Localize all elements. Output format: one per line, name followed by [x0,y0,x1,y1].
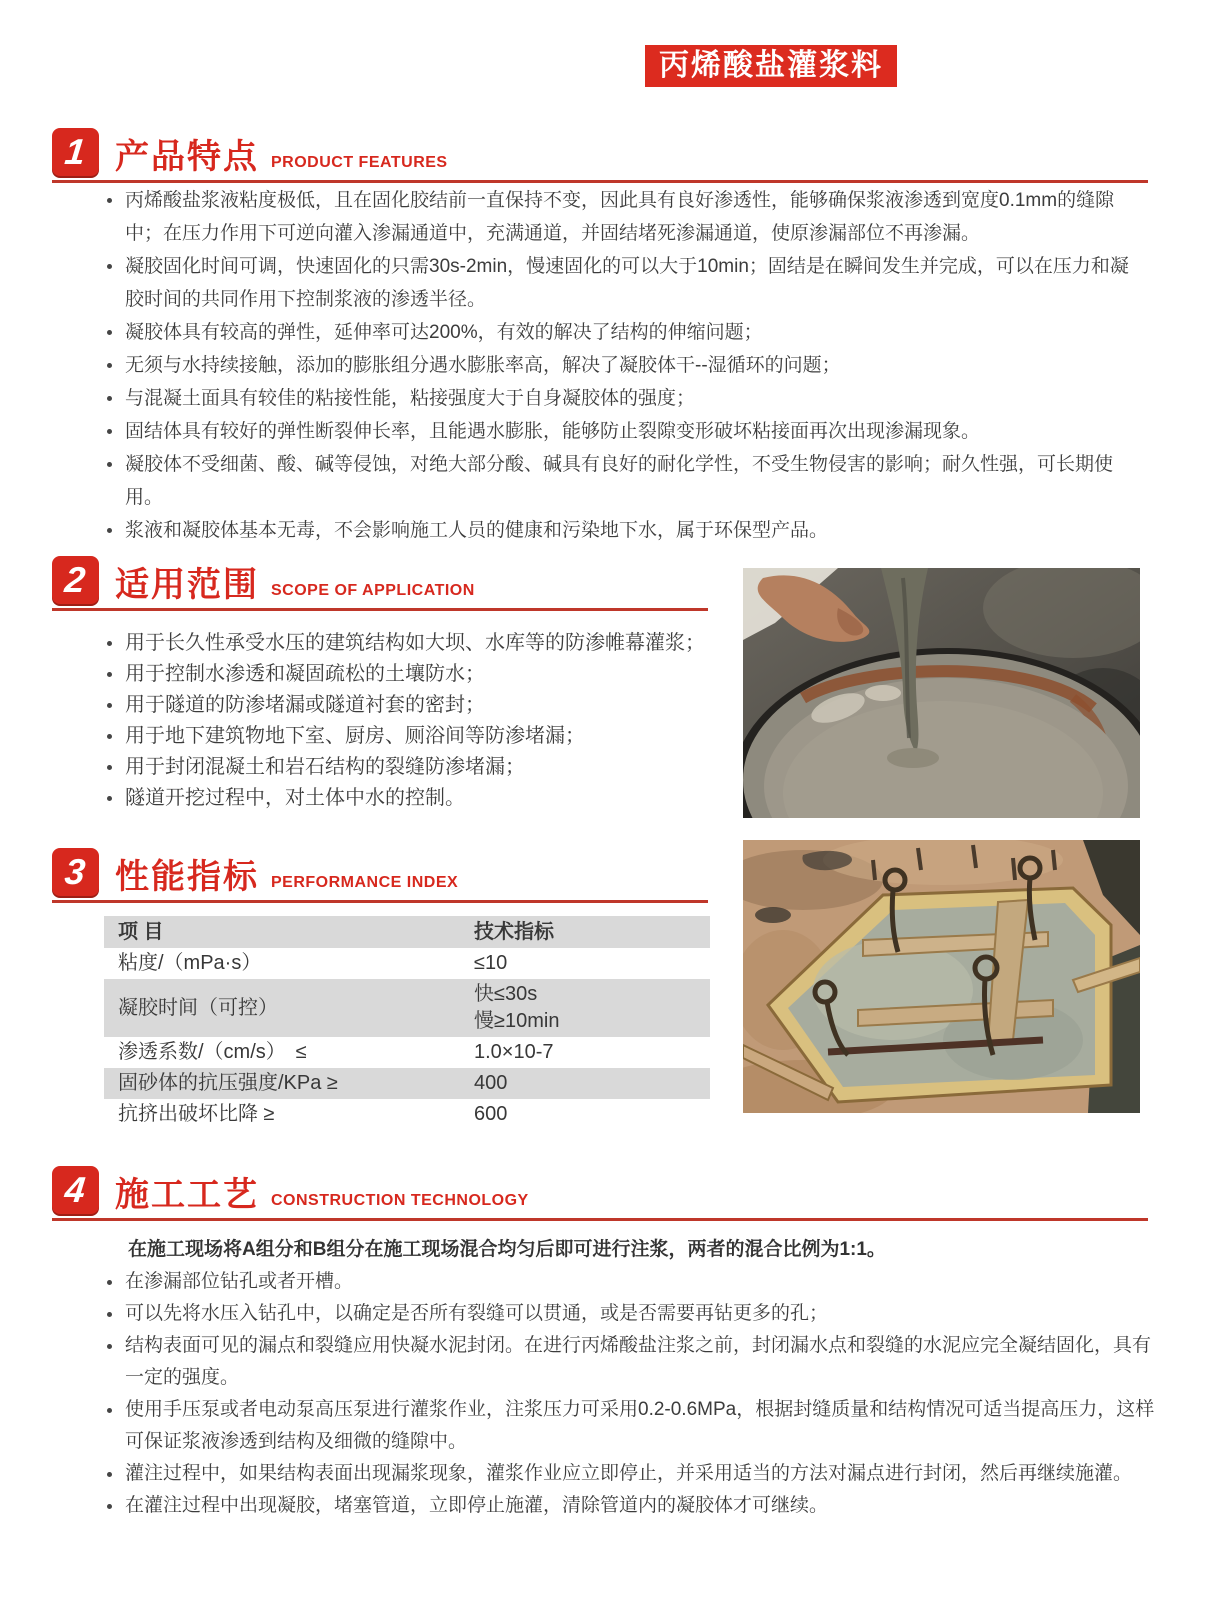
list-item: 在灌注过程中出现凝胶，堵塞管道，立即停止施灌，清除管道内的凝胶体才可继续。 [98,1490,1160,1522]
list-item: 无须与水持续接触，添加的膨胀组分遇水膨胀率高，解决了凝胶体干--湿循环的问题； [98,349,1132,382]
section-4-title-zh: 施工工艺 [115,1175,259,1214]
table-cell [460,979,710,1037]
section-2-title-en: SCOPE OF APPLICATION [271,582,475,600]
mixing-slurry-illustration [743,568,1140,818]
section-2-header [52,556,708,611]
table-row [104,1099,710,1130]
section-4-number-badge [52,1166,99,1214]
section-1-header [52,128,1148,183]
table-cell: 400 [474,1072,508,1094]
construction-steps-list [98,1266,1160,1522]
list-item: 与混凝土面具有较佳的粘接性能，粘接强度大于自身凝胶体的强度； [98,382,1132,415]
table-cell: 凝胶时间（可控） [118,996,278,1019]
performance-table-grid [104,916,710,1130]
product-title-text: 丙烯酸盐灌浆料 [659,49,883,82]
list-item: 凝胶体不受细菌、酸、碱等侵蚀，对绝大部分酸、碱具有良好的耐化学性，不受生物侵害的影响；耐久性强，可长期使用。 [98,448,1132,514]
section-2-title-zh: 适用范围 [115,565,259,604]
application-scope-list [98,628,723,814]
list-item: 隧道开挖过程中，对土体中水的控制。 [98,783,723,814]
table-cell: 抗挤出破坏比降 ≥ [118,1103,275,1125]
list-item: 浆液和凝胶体基本无毒，不会影响施工人员的健康和污染地下水，属于环保型产品。 [98,514,1132,547]
table-cell: 1.0×10-7 [474,1041,554,1063]
table-cell: 渗透系数/（cm/s） ≤ [118,1041,307,1063]
table-row [104,1068,710,1099]
table-header-cell: 技术指标 [460,916,710,948]
table-header-row [104,916,710,948]
list-item: 灌注过程中，如果结构表面出现漏浆现象，灌浆作业应立即停止，并采用适当的方法对漏点进行封闭，然后再继续施灌。 [98,1458,1160,1490]
section-1-number: 1 [63,131,88,172]
list-item: 用于长久性承受水压的建筑结构如大坝、水库等的防渗帷幕灌浆； [98,628,723,659]
section-3-header [52,848,708,903]
section-1-title-zh: 产品特点 [115,137,259,176]
table-cell: 粘度/（mPa·s） [118,952,262,974]
list-item: 凝胶固化时间可调，快速固化的只需30s-2min，慢速固化的可以大于10min；固结是在瞬间发生并完成，可以在压力和凝胶时间的共同作用下控制浆液的渗透半径。 [98,250,1132,316]
section-2-number: 2 [63,559,88,600]
list-item: 固结体具有较好的弹性断裂伸长率，且能遇水膨胀，能够防止裂隙变形破坏粘接面再次出现渗漏现象。 [98,415,1132,448]
section-4-header [52,1166,1148,1221]
section-3-title-en: PERFORMANCE INDEX [271,874,459,892]
list-item: 可以先将水压入钻孔中，以确定是否所有裂缝可以贯通，或是否需要再钻更多的孔； [98,1298,1160,1330]
section-3-title-zh: 性能指标 [115,857,259,896]
table-cell-line: 快≤30s [474,983,538,1005]
table-row [104,1037,710,1068]
table-row [104,979,710,1037]
section-1-number-badge [52,128,99,176]
list-item: 用于控制水渗透和凝固疏松的土壤防水； [98,659,723,690]
product-title-banner [645,45,897,87]
concrete-formwork-illustration [743,840,1140,1113]
table-cell: 固砂体的抗压强度/KPa ≥ [118,1072,338,1094]
list-item: 用于封闭混凝土和岩石结构的裂缝防渗堵漏； [98,752,723,783]
list-item: 使用手压泵或者电动泵高压泵进行灌浆作业，注浆压力可采用0.2-0.6MPa，根据封缝质量和结构情况可适当提高压力，这样可保证浆液渗透到结构及细微的缝隙中。 [98,1394,1160,1458]
construction-technology-content [98,1234,1160,1522]
section-2-number-badge [52,556,99,604]
section-3-number: 3 [63,851,88,892]
list-item: 在渗漏部位钻孔或者开槽。 [98,1266,1160,1298]
table-cell: ≤10 [474,952,508,974]
list-item: 用于隧道的防渗堵漏或隧道衬套的密封； [98,690,723,721]
list-item: 丙烯酸盐浆液粘度极低，且在固化胶结前一直保持不变，因此具有良好渗透性，能够确保浆液渗透到宽度0.1mm的缝隙中；在压力作用下可逆向灌入渗漏通道中，充满通道，并固结堵死渗漏通道，使原渗漏部位不再渗漏。 [98,184,1132,250]
performance-table [104,916,710,1130]
concrete-formwork-photo [743,840,1140,1113]
section-3-number-badge [52,848,99,896]
construction-intro: 在施工现场将A组分和B组分在施工现场混合均匀后即可进行注浆，两者的混合比例为1:1。 [128,1239,886,1260]
product-features-list [98,184,1132,547]
section-4-number: 4 [63,1169,88,1210]
table-header-cell: 项 目 [104,916,460,948]
table-cell-line: 慢≥10min [474,1010,560,1032]
list-item: 凝胶体具有较高的弹性，延伸率可达200%，有效的解决了结构的伸缩问题； [98,316,1132,349]
section-4-title-en: CONSTRUCTION TECHNOLOGY [271,1192,529,1210]
table-cell: 600 [474,1103,508,1125]
list-item: 用于地下建筑物地下室、厨房、厕浴间等防渗堵漏； [98,721,723,752]
mixing-slurry-photo [743,568,1140,818]
table-row [104,948,710,979]
list-item: 结构表面可见的漏点和裂缝应用快凝水泥封闭。在进行丙烯酸盐注浆之前，封闭漏水点和裂缝的水泥应完全凝结固化，具有一定的强度。 [98,1330,1160,1394]
section-1-title-en: PRODUCT FEATURES [271,154,448,172]
